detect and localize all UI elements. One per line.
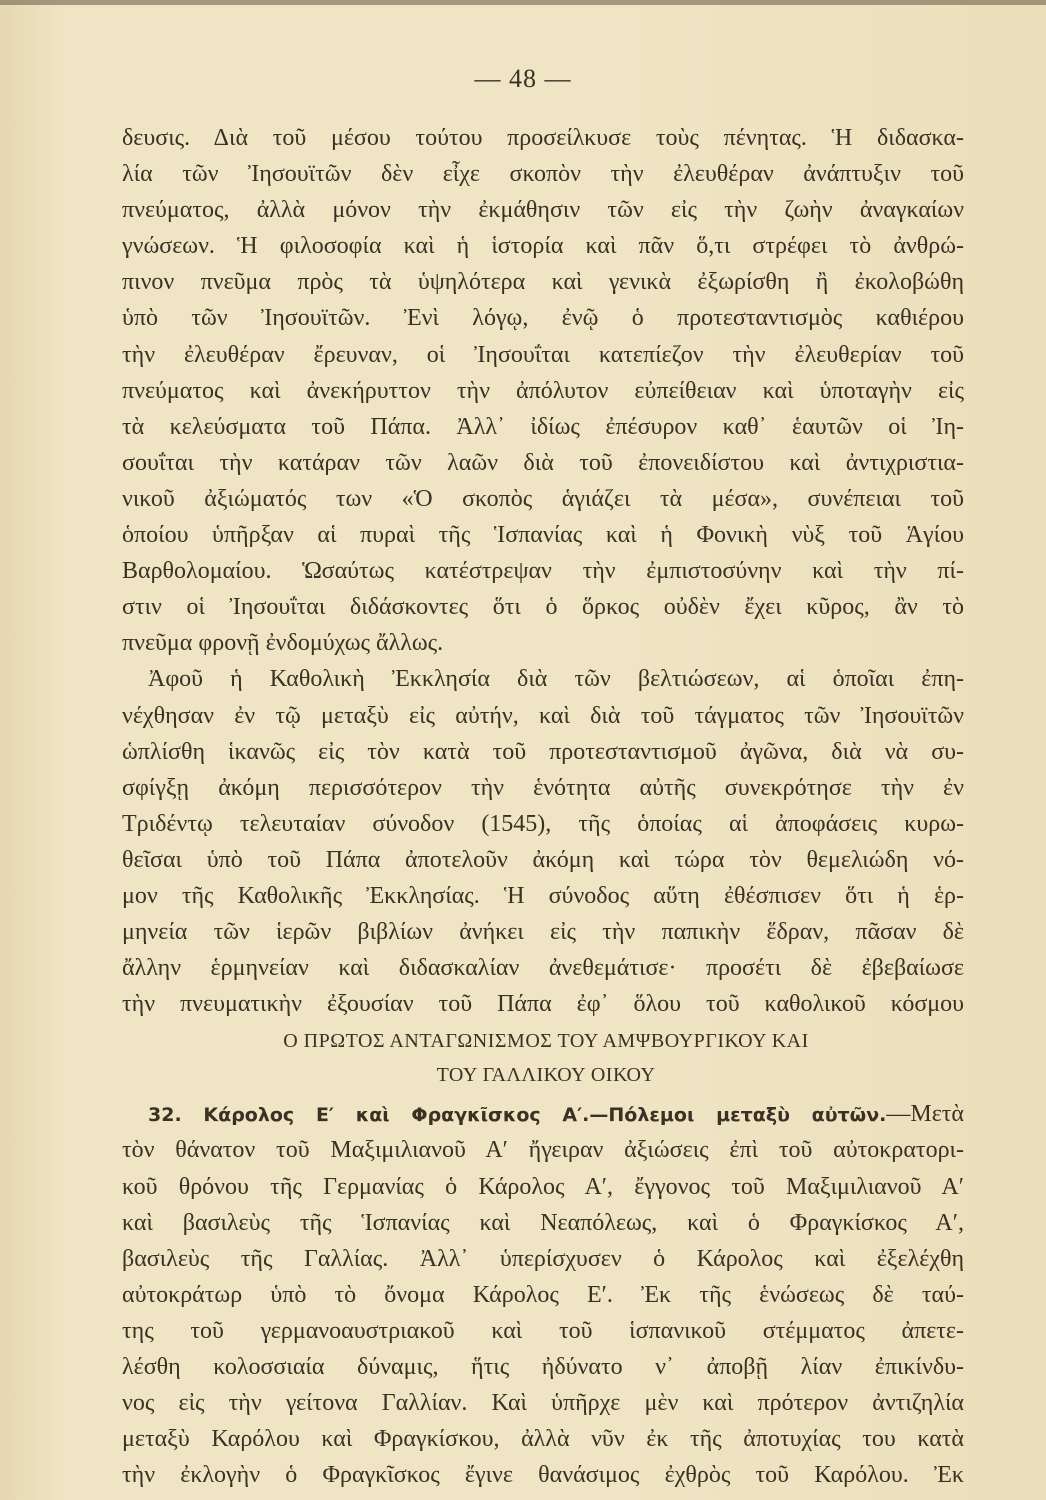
- text-line: τὸν θάνατον τοῦ Μαξιμιλιανοῦ Α′ ἤγειραν ἀξιώσεις ἐπὶ τοῦ αὐτοκρατορι-: [122, 1137, 964, 1164]
- text-line: τὴν πνευματικὴν ἐξουσίαν τοῦ Πάπα ἐφ᾿ ὅλου τοῦ καθολικοῦ κόσμου: [122, 991, 964, 1018]
- text-line: Ἀφοῦ ἡ Καθολικὴ Ἐκκλησία διὰ τῶν βελτιώσεων, αἱ ὁποῖαι ἐπη-: [148, 666, 964, 693]
- text-line: δευσις. Διὰ τοῦ μέσου τούτου προσείλκυσε τοὺς πένητας. Ἡ διδασκα-: [122, 125, 964, 151]
- section-32: [122, 1096, 964, 1493]
- text-line: καὶ βασιλεὺς τῆς Ἱσπανίας καὶ Νεαπόλεως, καὶ ὁ Φραγκίσκος Α′,: [122, 1209, 964, 1236]
- text-line: μηνεία τῶν ἱερῶν βιβλίων ἀνήκει εἰς τὴν παπικὴν ἕδραν, πᾶσαν δὲ: [122, 919, 964, 946]
- chapter-heading-line-2: ΤΟΥ ΓΑΛΛΙΚΟΥ ΟΙΚΟΥ: [436, 1064, 656, 1087]
- text-line: μεταξὺ Καρόλου καὶ Φραγκίσκου, ἀλλὰ νῦν ἐκ τῆς ἀποτυχίας του κατὰ: [122, 1426, 964, 1453]
- text-line: ὁποίου ὑπῆρξαν αἱ πυραὶ τῆς Ἱσπανίας καὶ ἡ Φονικὴ νὺξ τοῦ Ἁγίου: [122, 522, 964, 549]
- text-line: σφίγξῃ ἀκόμη περισσότερον τὴν ἑνότητα αὐτῆς συνεκρότησε τὴν ἐν: [122, 774, 964, 801]
- text-line: της τοῦ γερμανοαυστριακοῦ καὶ τοῦ ἱσπανικοῦ στέμματος ἀπετε-: [122, 1317, 964, 1344]
- text-line: νικοῦ ἀξιώματός των «Ὁ σκοπὸς ἁγιάζει τὰ μέσα», συνέπειαι τοῦ: [122, 485, 964, 512]
- text-line: ἄλλην ἑρμηνείαν καὶ διδασκαλίαν ἀνεθεμάτισε· προσέτι δὲ ἐβεβαίωσε: [122, 955, 964, 982]
- text-line: τὴν ἐλευθέραν ἔρευναν, οἱ Ἰησουΐται κατεπίεζον τὴν ἐλευθερίαν τοῦ: [122, 341, 964, 368]
- text-line: πνεύματος, ἀλλὰ μόνον τὴν ἐκμάθησιν τῶν εἰς τὴν ζωὴν ἀναγκαίων: [122, 197, 964, 224]
- text-line: ὡπλίσθη ἱκανῶς εἰς τὸν κατὰ τοῦ προτεσταντισμοῦ ἀγῶνα, διὰ νὰ συ-: [122, 738, 964, 765]
- text-line: λία τῶν Ἰησουϊτῶν δὲν εἶχε σκοπὸν τὴν ἐλευθέραν ἀνάπτυξιν τοῦ: [122, 161, 964, 188]
- section-first-line-rest: —Μετὰ: [886, 1101, 964, 1128]
- text-line: βασιλεὺς τῆς Γαλλίας. Ἀλλ᾿ ὑπερίσχυσεν ὁ Κάρολος καὶ ἐξελέχθη: [122, 1245, 964, 1272]
- text-line: σουΐται τὴν κατάραν τῶν λαῶν διὰ τοῦ ἐπονειδίστου καὶ ἀντιχριστια-: [122, 449, 964, 476]
- text-line: λέσθη κολοσσιαία δύναμις, ἥτις ἠδύνατο ν᾿ ἀποβῇ λίαν ἐπικίνδυ-: [122, 1354, 964, 1380]
- text-line: Βαρθολομαίου. Ὡσαύτως κατέστρεψαν τὴν ἐμπιστοσύνην καὶ τὴν πί-: [122, 558, 964, 585]
- chapter-heading-line-1: Ο ΠΡΩΤΟΣ ΑΝΤΑΓΩΝΙΣΜΟΣ ΤΟΥ ΑΜΨΒΟΥΡΓΙΚΟΥ ΚΑΙ: [283, 1030, 809, 1053]
- text-line: τὰ κελεύσματα τοῦ Πάπα. Ἀλλ᾿ ἰδίως ἐπέσυρον καθ᾿ ἑαυτῶν οἱ Ἰη-: [122, 413, 964, 440]
- text-line: Τριδέντῳ τελευταίαν σύνοδον (1545), τῆς ὁποίας αἱ ἀποφάσεις κυρω-: [122, 810, 964, 837]
- body-text: [122, 120, 964, 1493]
- text-line: πνεῦμα φρονῇ ἐνδομύχως ἄλλως.: [122, 630, 444, 657]
- section-title: 32. Κάρολος Ε′ καὶ Φραγκῖσκος Α′.—Πόλεμοι μεταξὺ αὐτῶν.: [148, 1104, 887, 1127]
- text-line: πινον πνεῦμα πρὸς τὰ ὑψηλότερα καὶ γενικὰ ἐξωρίσθη ἢ ἐκολοβώθη: [122, 269, 964, 296]
- section-first-line: [122, 1096, 964, 1132]
- text-line: γνώσεων. Ἡ φιλοσοφία καὶ ἡ ἱστορία καὶ πᾶν ὅ,τι στρέφει τὸ ἀνθρώ-: [122, 233, 964, 260]
- text-line: θεῖσαι ὑπὸ τοῦ Πάπα ἀποτελοῦν ἀκόμη καὶ τώρα τὸν θεμελιώδη νό-: [122, 846, 964, 873]
- page-number: — 48 —: [474, 64, 572, 93]
- text-line: ὑπὸ τῶν Ἰησουϊτῶν. Ἐνὶ λόγῳ, ἐνῷ ὁ προτεσταντισμὸς καθιέρου: [122, 305, 964, 332]
- paragraph-1: [122, 120, 964, 661]
- text-line: στιν οἱ Ἰησουΐται διδάσκοντες ὅτι ὁ ὅρκος οὐδὲν ἔχει κῦρος, ἂν τὸ: [122, 594, 964, 621]
- top-edge-rule: [0, 0, 1046, 5]
- text-line: νος εἰς τὴν γείτονα Γαλλίαν. Καὶ ὑπῆρχε μὲν καὶ πρότερον ἀντιζηλία: [122, 1390, 964, 1417]
- text-line: αὐτοκράτωρ ὑπὸ τὸ ὄνομα Κάρολος Ε′. Ἐκ τῆς ἑνώσεως δὲ ταύ-: [122, 1281, 964, 1308]
- text-line: τὴν ἐκλογὴν ὁ Φραγκῖσκος ἔγινε θανάσιμος ἐχθρὸς τοῦ Καρόλου. Ἐκ: [122, 1462, 964, 1489]
- text-line: πνεύματος καὶ ἀνεκήρυττον τὴν ἀπόλυτον εὐπείθειαν καὶ ὑποταγὴν εἰς: [122, 377, 964, 404]
- text-line: κοῦ θρόνου τῆς Γερμανίας ὁ Κάρολος Α′, ἔγγονος τοῦ Μαξιμιλιανοῦ Α′: [122, 1173, 964, 1200]
- text-line: μον τῆς Καθολικῆς Ἐκκλησίας. Ἡ σύνοδος αὕτη ἐθέσπισεν ὅτι ἡ ἑρ-: [122, 882, 964, 909]
- paragraph-2: [122, 661, 964, 1022]
- text-line: νέχθησαν ἐν τῷ μεταξὺ εἰς αὐτήν, καὶ διὰ τοῦ τάγματος τῶν Ἰησουϊτῶν: [122, 702, 964, 729]
